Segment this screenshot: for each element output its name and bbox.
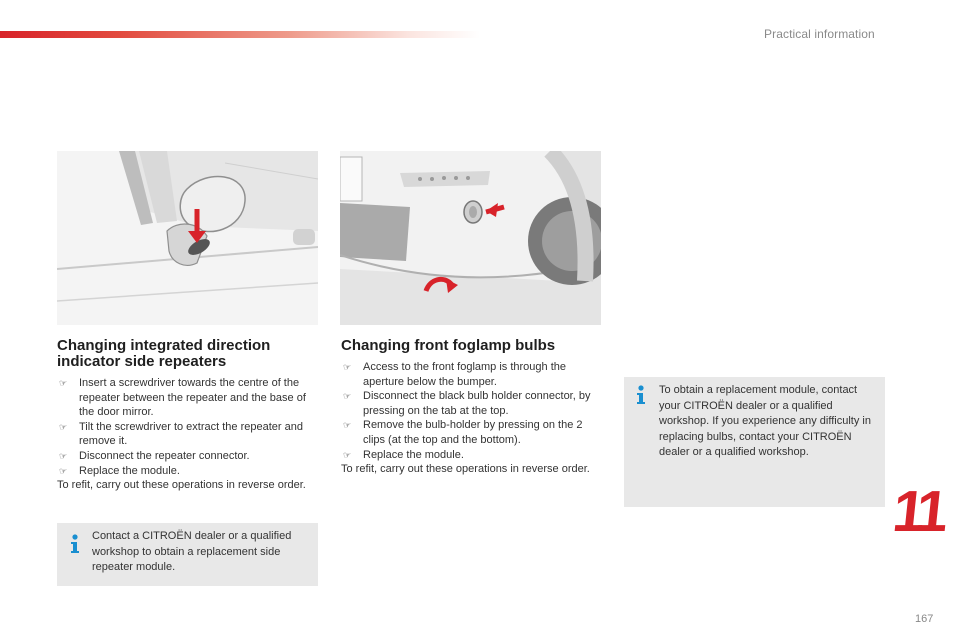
- pointing-finger-icon: ☞: [343, 391, 352, 402]
- side-repeater-title: Changing integrated direction indicator side repeaters: [57, 337, 271, 370]
- list-item: ☞ Disconnect the repeater connector.: [59, 449, 250, 462]
- foglamp-steps: [341, 360, 603, 477]
- pointing-finger-icon: ☞: [59, 450, 68, 461]
- foglamp-title: Changing front foglamp bulbs: [341, 337, 556, 354]
- list-item: ☞ Access to the front foglamp is through the aperture below the bumper.: [343, 361, 567, 388]
- replacement-info-box: [624, 377, 885, 507]
- refit-note: To refit, carry out these operations in reverse order.: [57, 479, 306, 492]
- list-item: ☞ Replace the module.: [59, 464, 180, 477]
- pointing-finger-icon: ☞: [343, 362, 352, 372]
- section-title: Practical information: [764, 27, 875, 41]
- front-bumper-illustration: [340, 151, 601, 325]
- pointing-finger-icon: ☞: [59, 421, 68, 432]
- list-item: ☞ Disconnect the black bulb holder connector, by pressing on the tab at the top.: [343, 390, 591, 417]
- pointing-finger-icon: ☞: [59, 378, 68, 388]
- info-icon: [68, 534, 82, 554]
- refit-note: To refit, carry out these operations in reverse order.: [341, 463, 590, 476]
- list-item: ☞ Insert a screwdriver towards the centre of the repeater between the repeater and the base of the door mirror.: [59, 377, 306, 419]
- pointing-finger-icon: ☞: [343, 420, 352, 431]
- replacement-info-text: To obtain a replacement module, contact your CITROËN dealer or a qualified workshop. If you experience any difficulty in replacing bulbs, contact your CITROËN dealer or a qualified workshop.: [659, 384, 871, 458]
- pointing-finger-icon: ☞: [59, 465, 68, 476]
- side-repeater-info-box: [57, 523, 318, 586]
- list-item: ☞ Replace the module.: [343, 448, 464, 461]
- header-color-band: [0, 31, 480, 38]
- door-mirror-illustration: [57, 151, 318, 325]
- chapter-number: 11: [889, 479, 946, 544]
- pointing-finger-icon: ☞: [343, 449, 352, 460]
- page-number: 167: [915, 613, 934, 625]
- list-item: ☞ Remove the bulb-holder by pressing on the 2 clips (at the top and the bottom).: [343, 419, 583, 446]
- list-item: ☞ Tilt the screwdriver to extract the repeater and remove it.: [59, 420, 303, 448]
- side-repeater-info-text: Contact a CITROËN dealer or a qualified workshop to obtain a replacement side repeater module.: [92, 530, 292, 573]
- side-repeater-steps: [57, 376, 317, 493]
- info-icon: [634, 385, 648, 405]
